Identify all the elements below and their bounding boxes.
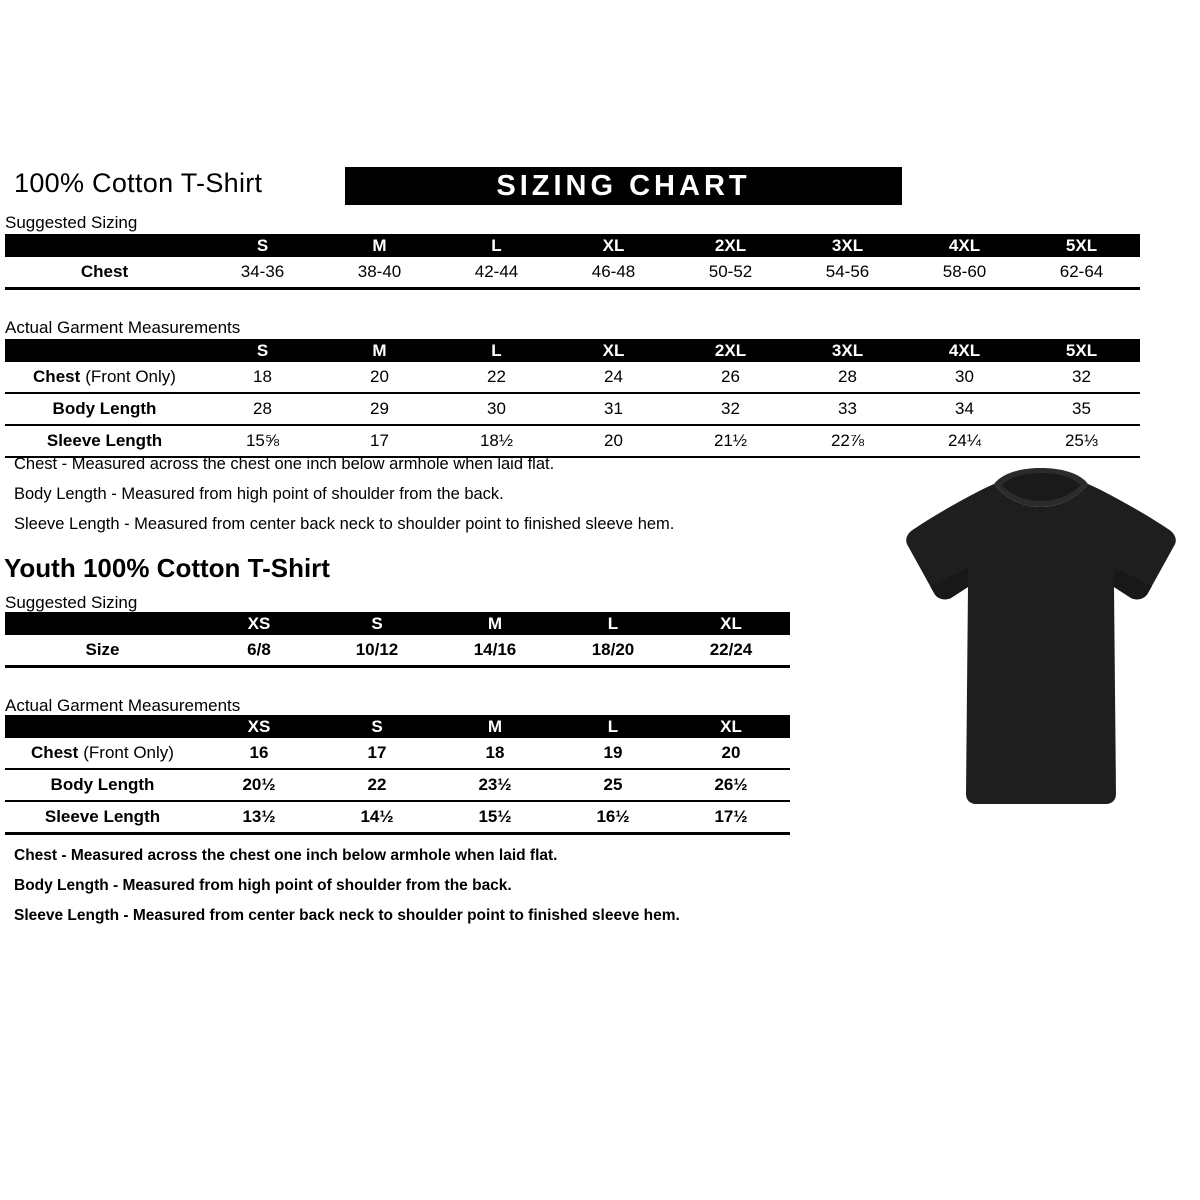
- adult-suggested-sizing-label: Suggested Sizing: [5, 213, 138, 232]
- cell: 34-36: [204, 257, 321, 289]
- table-header-row: [5, 612, 790, 635]
- adult-actual-measurements-table: [5, 339, 1140, 458]
- cell: 32: [672, 393, 789, 425]
- table-row: [5, 738, 790, 769]
- cell: 20½: [200, 769, 318, 801]
- cell: 25: [554, 769, 672, 801]
- adult-suggested-sizing-table: [5, 234, 1140, 290]
- cell: 31: [555, 393, 672, 425]
- page-title: 100% Cotton T-Shirt: [14, 168, 263, 198]
- table-header-row: [5, 339, 1140, 362]
- adult-actual-measurements-label: Actual Garment Measurements: [5, 318, 241, 337]
- banner-label: SIZING CHART: [496, 170, 751, 202]
- table-row: [5, 257, 1140, 289]
- sizing-chart-banner: [345, 167, 902, 205]
- col-header: XS: [200, 715, 318, 738]
- cell: 17: [318, 738, 436, 769]
- table-row: [5, 393, 1140, 425]
- corner-cell: [5, 234, 204, 257]
- col-header: 2XL: [672, 339, 789, 362]
- col-header: L: [554, 612, 672, 635]
- col-header: XL: [555, 234, 672, 257]
- measurement-note-body-length: Body Length - Measured from high point of shoulder from the back.: [14, 485, 504, 503]
- col-header: S: [204, 339, 321, 362]
- cell: 16½: [554, 801, 672, 834]
- youth-measurement-note-sleeve-length: Sleeve Length - Measured from center back neck to shoulder point to finished sleeve hem.: [14, 907, 680, 924]
- col-header: L: [554, 715, 672, 738]
- col-header: S: [318, 715, 436, 738]
- cell: 20: [321, 362, 438, 393]
- youth-measurement-note-chest: Chest - Measured across the chest one inch below armhole when laid flat.: [14, 847, 558, 864]
- cell: 15⅝: [204, 425, 321, 457]
- youth-section-title: Youth 100% Cotton T-Shirt: [4, 553, 330, 583]
- table-row: [5, 362, 1140, 393]
- cell: 15½: [436, 801, 554, 834]
- cell: 28: [789, 362, 906, 393]
- cell: 42-44: [438, 257, 555, 289]
- col-header: M: [321, 339, 438, 362]
- col-header: L: [438, 339, 555, 362]
- cell: 24¼: [906, 425, 1023, 457]
- youth-measurement-note-body-length: Body Length - Measured from high point of shoulder from the back.: [14, 877, 512, 894]
- cell: 20: [672, 738, 790, 769]
- col-header: 3XL: [789, 234, 906, 257]
- cell: 34: [906, 393, 1023, 425]
- row-label-suffix: (Front Only): [83, 743, 174, 762]
- cell: 22: [438, 362, 555, 393]
- cell: 46-48: [555, 257, 672, 289]
- cell: 22⅞: [789, 425, 906, 457]
- cell: 20: [555, 425, 672, 457]
- table-header-row: [5, 715, 790, 738]
- cell: 14/16: [436, 635, 554, 667]
- row-label-suffix: (Front Only): [85, 367, 176, 386]
- col-header: L: [438, 234, 555, 257]
- row-label: Chest: [5, 257, 204, 289]
- cell: 38-40: [321, 257, 438, 289]
- cell: 16: [200, 738, 318, 769]
- cell: 19: [554, 738, 672, 769]
- cell: 22: [318, 769, 436, 801]
- row-label: Chest (Front Only): [5, 362, 204, 393]
- cell: 10/12: [318, 635, 436, 667]
- col-header: M: [436, 612, 554, 635]
- cell: 62-64: [1023, 257, 1140, 289]
- col-header: 4XL: [906, 339, 1023, 362]
- corner-cell: [5, 715, 200, 738]
- cell: 21½: [672, 425, 789, 457]
- corner-cell: [5, 612, 200, 635]
- col-header: S: [204, 234, 321, 257]
- cell: 24: [555, 362, 672, 393]
- row-label: Chest (Front Only): [5, 738, 200, 769]
- cell: 30: [438, 393, 555, 425]
- corner-cell: [5, 339, 204, 362]
- cell: 17½: [672, 801, 790, 834]
- col-header: S: [318, 612, 436, 635]
- row-label: Body Length: [5, 769, 200, 801]
- row-label: Body Length: [5, 393, 204, 425]
- row-label: Size: [5, 635, 200, 667]
- col-header: 5XL: [1023, 339, 1140, 362]
- cell: 35: [1023, 393, 1140, 425]
- cell: 32: [1023, 362, 1140, 393]
- cell: 30: [906, 362, 1023, 393]
- cell: 6/8: [200, 635, 318, 667]
- row-label: Sleeve Length: [5, 425, 204, 457]
- table-row: [5, 425, 1140, 457]
- col-header: 5XL: [1023, 234, 1140, 257]
- cell: 28: [204, 393, 321, 425]
- cell: 58-60: [906, 257, 1023, 289]
- youth-suggested-sizing-label: Suggested Sizing: [5, 593, 138, 612]
- col-header: XL: [555, 339, 672, 362]
- cell: 18: [204, 362, 321, 393]
- cell: 22/24: [672, 635, 790, 667]
- col-header: M: [321, 234, 438, 257]
- youth-actual-measurements-table: [5, 715, 790, 835]
- col-header: 3XL: [789, 339, 906, 362]
- cell: 26: [672, 362, 789, 393]
- cell: 17: [321, 425, 438, 457]
- cell: 26½: [672, 769, 790, 801]
- cell: 50-52: [672, 257, 789, 289]
- table-row: [5, 769, 790, 801]
- cell: 29: [321, 393, 438, 425]
- cell: 18: [436, 738, 554, 769]
- cell: 13½: [200, 801, 318, 834]
- col-header: XL: [672, 612, 790, 635]
- youth-suggested-sizing-table: [5, 612, 790, 668]
- cell: 25⅓: [1023, 425, 1140, 457]
- col-header: XL: [672, 715, 790, 738]
- table-row: [5, 635, 790, 667]
- row-label: Sleeve Length: [5, 801, 200, 834]
- col-header: 2XL: [672, 234, 789, 257]
- cell: 23½: [436, 769, 554, 801]
- col-header: M: [436, 715, 554, 738]
- cell: 14½: [318, 801, 436, 834]
- measurement-note-chest: Chest - Measured across the chest one inch below armhole when laid flat.: [14, 455, 555, 473]
- col-header: 4XL: [906, 234, 1023, 257]
- black-tshirt-graphic: [890, 464, 1192, 816]
- table-row: [5, 801, 790, 834]
- tshirt-image: [890, 464, 1192, 816]
- measurement-note-sleeve-length: Sleeve Length - Measured from center back neck to shoulder point to finished sleeve hem.: [14, 515, 675, 533]
- cell: 18/20: [554, 635, 672, 667]
- cell: 18½: [438, 425, 555, 457]
- cell: 33: [789, 393, 906, 425]
- col-header: XS: [200, 612, 318, 635]
- table-header-row: [5, 234, 1140, 257]
- youth-actual-measurements-label: Actual Garment Measurements: [5, 696, 241, 715]
- cell: 54-56: [789, 257, 906, 289]
